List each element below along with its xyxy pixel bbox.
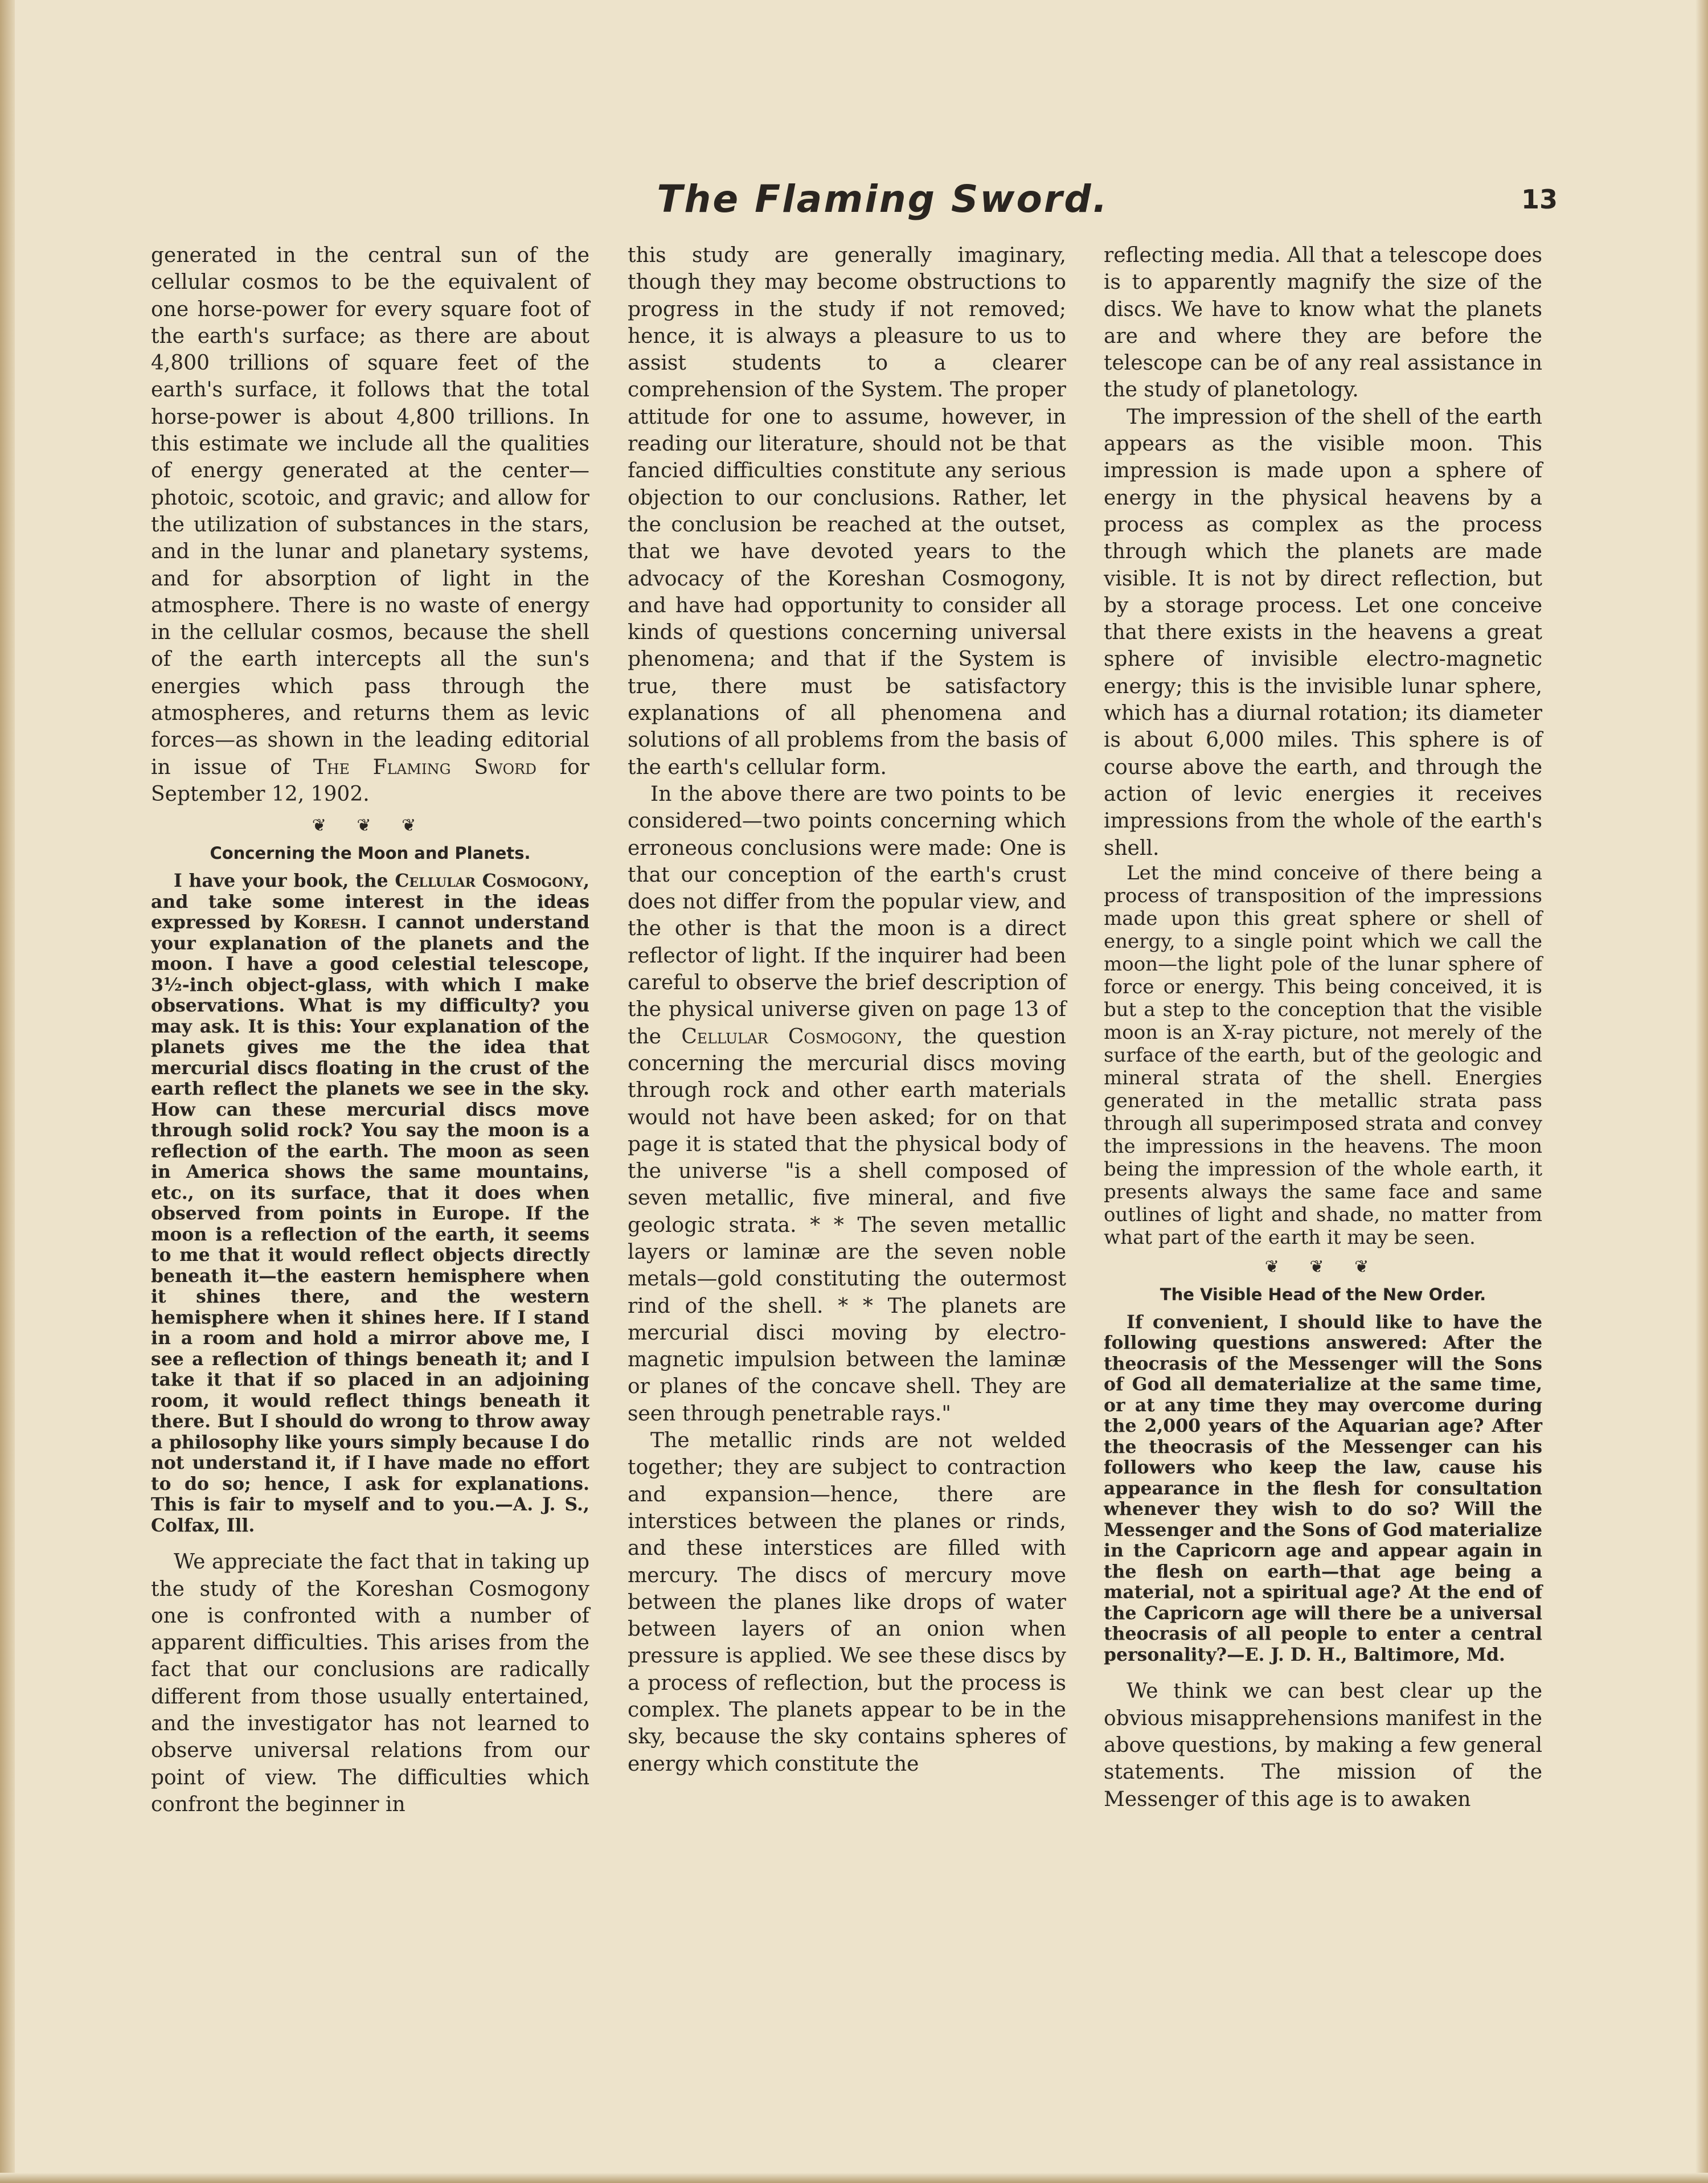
- letter-text: . I cannot understand your explanation of the planets and the moon. I have a good celestial telescope, 3½-inch object-glass, with which I make observations. What is my difficulty? you may ask. It is this: Your explanation of the planets gives me the the idea that mercurial discs floating in the crust of the earth reflect the planets we see in the sky. How can these mercurial discs move through solid rock? You say the moon is a reflection of the earth. The moon as seen in America shows the same mountains, etc., on its surface, that it does when observed from points in Europe. If the moon is a reflection of the earth, it seems to me that it would reflect objects directly beneath it—the eastern hemisphere when it shines there, and the western hemisphere when it shines here. If I stand in a room and hold a mirror above me, I see a reflection of things beneath it; and I take it that if so placed in an adjoining room, it would reflect things beneath it there. But I should do wrong to throw away a philosophy like yours simply because I do not understand it, if I have made no effort to do so; hence, I ask for explanations. This is fair to myself and to you.—A. J. S., Colfax, Ill.: [151, 912, 589, 1536]
- column-1: [151, 242, 589, 1818]
- letter-text: I have your book, the: [174, 870, 388, 892]
- letter-text: , and take some interest in the ideas expressed by: [151, 870, 590, 933]
- paragraph-text: generated in the central sun of the cellular cosmos to be the equivalent of one horse-power for every square foot of the earth's surface; as there are about 4,800 trillions of square feet of the earth's surface, it follows that the total horse-power is about 4,800 trillions. In this estimate we include all the qualities of energy generated at the center—photoic, scotoic, and gravic; and allow for the utilization of substances in the stars, and in the lunar and planetary systems, and for absorption of light in the atmosphere. There is no waste of energy in the cellular cosmos, because the shell of the earth intercepts all the sun's energies which pass through the atmospheres, and returns them as levic forces—as shown in the leading editorial in issue of: [151, 244, 589, 779]
- paragraph: [628, 781, 1066, 1427]
- book-title: Cellular Cosmogony: [681, 1025, 896, 1049]
- author-name: Koresh: [293, 912, 361, 933]
- paragraph-text: for September 12, 1902.: [151, 755, 589, 806]
- paragraph-text: In the above there are two points to be considered—two points concerning which erroneous conclusions were made: One is that our conception of the earth's crust does not differ from the popular view, and the other is that the moon is a direct reflector of light. If the inquirer had been careful to observe the brief description of the physical universe given on page 13 of the: [628, 782, 1066, 1049]
- section-heading: Concerning the Moon and Planets.: [210, 843, 531, 863]
- section-heading: The Visible Head of the New Order.: [1160, 1284, 1486, 1304]
- spacer: [151, 1536, 589, 1549]
- paragraph: We appreciate the fact that in taking up the study of the Koreshan Cosmogony one is confronted with a number of apparent difficulties. This arises from the fact that our conclusions are radically different from those usually entertained, and the investigator has not learned to observe universal relations from our point of view. The difficulties which confront the beginner in: [151, 1550, 589, 1816]
- paragraph-text: , the question concerning the mercurial discs moving through rock and other earth materials would not have been asked; for on that page it is stated that the physical body of the universe "is a shell composed of seven metallic, five mineral, and five geologic strata. * * The seven metallic layers or laminæ are the seven noble metals—gold constituting the outermost rind of the shell. * * The planets are mercurial disci moving by electro-magnetic impulsion between the laminæ or planes of the concave shell. They are seen through penetrable rays.": [628, 1025, 1066, 1426]
- column-3: [1104, 242, 1542, 1813]
- paragraph: [151, 242, 589, 808]
- masthead-title: The Flaming Sword.: [657, 177, 1109, 221]
- reader-letter: If convenient, I should like to have the following questions answered: After the theocrasis of the Messenger will the Sons of God all dematerialize at the same time, or at any time they may overcome during the 2,000 years of the Aquarian age? After the theocrasis of the Messenger can his followers who keep the law, cause his appearance in the flesh for consultation whenever they wish to do so? Will the Messenger and the Sons of God materialize in the Capricorn age and appear again in the flesh on earth—that age being a material, not a spiritual age? At the end of the Capricorn age will there be a universal theocrasis of all people to enter a central personality?—E. J. D. H., Baltimore, Md.: [1104, 1311, 1542, 1665]
- paragraph: this study are generally imaginary, though they may become obstructions to progress in the study if not removed; hence, it is always a pleasure to us to assist students to a clearer comprehension of the System. The proper attitude for one to assume, however, in reading our literature, should not be that fancied difficulties constitute any serious objection to our conclusions. Rather, let the conclusion be reached at the outset, that we have devoted years to the advocacy of the Koreshan Cosmogony, and have had opportunity to consider all kinds of questions concerning universal phenomena; and that if the System is true, there must be satisfactory explanations of all phenomena and solutions of all problems from the basis of the earth's cellular form.: [628, 244, 1066, 779]
- paragraph: Let the mind conceive of there being a process of transposition of the impressions made upon this great sphere or shell of energy, to a single point which we call the moon—the light pole of the lunar sphere of force or energy. This being conceived, it is but a step to the conception that the visible moon is an X-ray picture, not merely of the surface of the earth, but of the geologic and mineral strata of the shell. Energies generated in the metallic strata pass through all superimposed strata and convey the impressions in the heavens. The moon being the impression of the whole earth, it presents always the same face and same outlines of light and shade, no matter from what part of the earth it may be seen.: [1104, 861, 1542, 1249]
- section-ornament: ❦ ❦ ❦: [312, 816, 429, 836]
- page-edge-bottom: [0, 2173, 1708, 2183]
- publication-name: The Flaming Sword: [313, 755, 537, 779]
- paragraph: The metallic rinds are not welded together; they are subject to contraction and expansion—hence, there are interstices between the planes or rinds, and these interstices are filled with mercury. The discs of mercury move between the planes like drops of water between layers of an onion when pressure is applied. We see these discs by a process of reflection, but the process is complex. The planets appear to be in the sky, because the sky contains spheres of energy which constitute the: [628, 1429, 1066, 1776]
- page-edge-left: [0, 0, 15, 2183]
- column-2: [628, 242, 1066, 1777]
- paragraph: reflecting media. All that a telescope does is to apparently magnify the size of the discs. We have to know what the planets are and where they are before the telescope can be of any real assistance in the study of planetology.: [1104, 244, 1542, 402]
- book-title: Cellular Cosmogony: [395, 870, 584, 892]
- section-ornament: ❦ ❦ ❦: [1264, 1256, 1382, 1277]
- page-number: 13: [1521, 184, 1558, 215]
- page-edge-right: [1695, 0, 1708, 2183]
- paragraph: We think we can best clear up the obvious misapprehensions manifest in the above questions, by making a few general statements. The mission of the Messenger of this age is to awaken: [1104, 1680, 1542, 1811]
- reader-letter: [151, 871, 589, 1536]
- spacer: [1104, 1665, 1542, 1678]
- paragraph: The impression of the shell of the earth appears as the visible moon. This impression is made upon a sphere of energy in the physical heavens by a process as complex as the process through which the planets are made visible. It is not by direct reflection, but by a storage process. Let one conceive that there exists in the heavens a great sphere of invisible electro-magnetic energy; this is the invisible lunar sphere, which has a diurnal rotation; its diameter is about 6,000 miles. This sphere is of course above the earth, and through the action of levic energies it receives impressions from the whole of the earth's shell.: [1104, 405, 1542, 860]
